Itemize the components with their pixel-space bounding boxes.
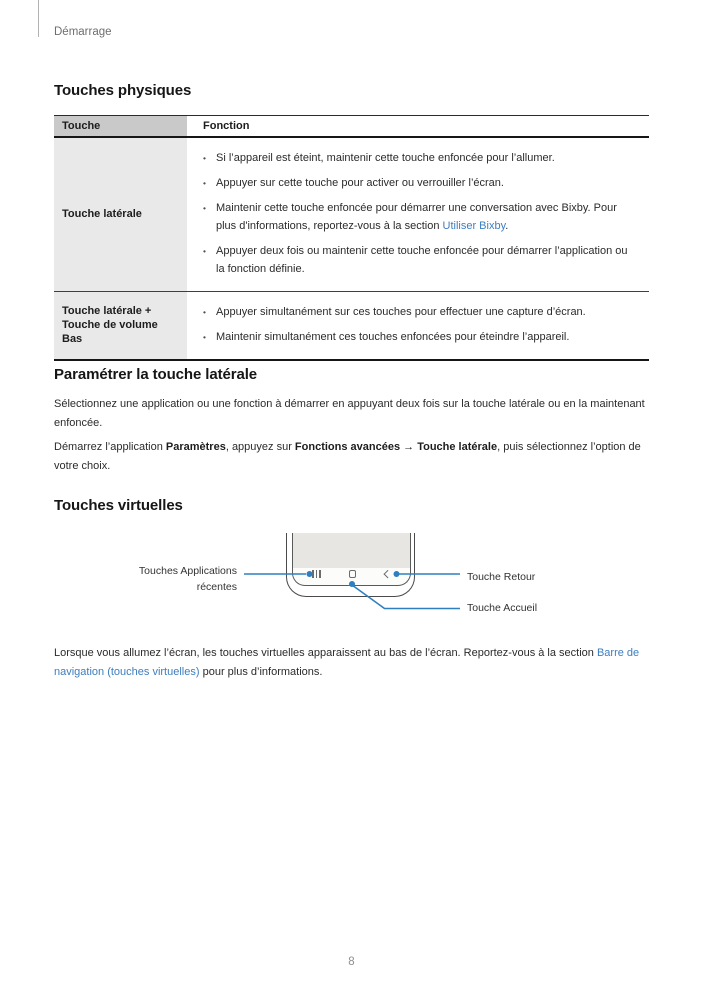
label-home-key: Touche Accueil	[467, 602, 538, 614]
table-body	[54, 137, 649, 360]
label-back-key: Touche Retour	[467, 571, 536, 583]
text-run: Maintenir simultanément ces touches enfoncées pour éteindre l’appareil.	[216, 330, 570, 343]
bullet-text	[216, 199, 629, 235]
text-run: Maintenir cette touche enfoncée pour démarrer une conversation avec Bixby. Pour plus d'informations, reportez-vous à la section	[216, 201, 617, 232]
text-run: , appuyez sur	[225, 441, 295, 453]
callout-line-home	[352, 585, 460, 609]
text-run: Appuyer simultanément sur ces touches pour effectuer une capture d’écran.	[216, 305, 586, 318]
table-cell-key	[54, 291, 187, 360]
section-title-parametrer: Paramétrer la touche latérale	[54, 366, 258, 383]
text-run: , puis sélectionnez l’option de votre choix.	[54, 441, 641, 472]
bullet-item	[203, 149, 629, 167]
page-number: 8	[348, 956, 355, 968]
bullet-marker: •	[203, 306, 206, 317]
bullet-marker: •	[203, 202, 206, 213]
section-title-touches-physiques: Touches physiques	[54, 82, 192, 99]
bullet-item	[203, 242, 629, 278]
table-header-row	[54, 116, 649, 137]
bullet-marker: •	[203, 152, 206, 163]
bullet-text	[216, 242, 629, 278]
table-row	[54, 291, 649, 360]
key-name: Touche latérale	[62, 208, 142, 220]
text-run: Sélectionnez une application ou une fonction à démarrer en appuyant deux fois sur la touche latérale ou en la maintenant enfoncée.	[54, 398, 645, 429]
paragraph-virtual-keys	[54, 644, 654, 681]
text-run: Démarrez l’application	[54, 441, 166, 453]
text-run: Lorsque vous allumez l’écran, les touches virtuelles apparaissent au bas de l’écran. Reportez-vous à la section	[54, 647, 597, 659]
bold-text: Fonctions avancées	[294, 441, 401, 453]
physical-keys-table	[54, 115, 649, 361]
bullet-marker: •	[203, 245, 206, 256]
breadcrumb: Démarrage	[54, 26, 112, 38]
bold-text: Paramètres	[165, 441, 226, 453]
callout-dot-recents	[307, 571, 313, 577]
key-name: Touche latérale + Touche de volume Bas	[62, 305, 158, 345]
callout-dot-back	[394, 571, 400, 577]
column-header-touche: Touche	[54, 116, 187, 137]
bullet-item	[203, 328, 629, 346]
column-header-fonction: Fonction	[203, 119, 250, 132]
bold-text: →	[400, 441, 418, 453]
bullet-item	[203, 199, 629, 235]
bullet-text	[216, 303, 586, 321]
table-row	[54, 137, 649, 292]
table-cell-function	[187, 137, 649, 292]
table-cell-key	[54, 137, 187, 292]
bullet-item	[203, 174, 629, 192]
table-cell-function	[187, 291, 649, 360]
text-run: Appuyer sur cette touche pour activer ou verrouiller l’écran.	[216, 176, 504, 189]
label-recents-key: Touches Applications récentes	[138, 565, 237, 593]
section-title-touches-virtuelles: Touches virtuelles	[54, 497, 183, 514]
bullet-marker: •	[203, 331, 206, 342]
link-barre-navigation[interactable]: Barre de navigation (touches virtuelles)	[54, 647, 640, 678]
text-run: Appuyer deux fois ou maintenir cette touche enfoncée pour démarrer l’application ou la fonction définie.	[216, 244, 628, 275]
bullet-item	[203, 303, 629, 321]
bullet-text	[216, 328, 569, 346]
bold-text: Touche latérale	[417, 441, 498, 453]
text-run: pour plus d’informations.	[199, 665, 323, 678]
link-utiliser-bixby[interactable]: Utiliser Bixby	[442, 219, 506, 232]
bullet-marker: •	[203, 177, 206, 188]
paragraph-side-key-1	[54, 395, 652, 432]
text-run: Si l’appareil est éteint, maintenir cette touche enfoncée pour l’allumer.	[216, 151, 555, 164]
bullet-text	[216, 174, 504, 192]
text-run: .	[505, 219, 509, 232]
bullet-text	[216, 149, 555, 167]
paragraph-side-key-2	[54, 438, 652, 475]
header-rule	[38, 0, 39, 37]
